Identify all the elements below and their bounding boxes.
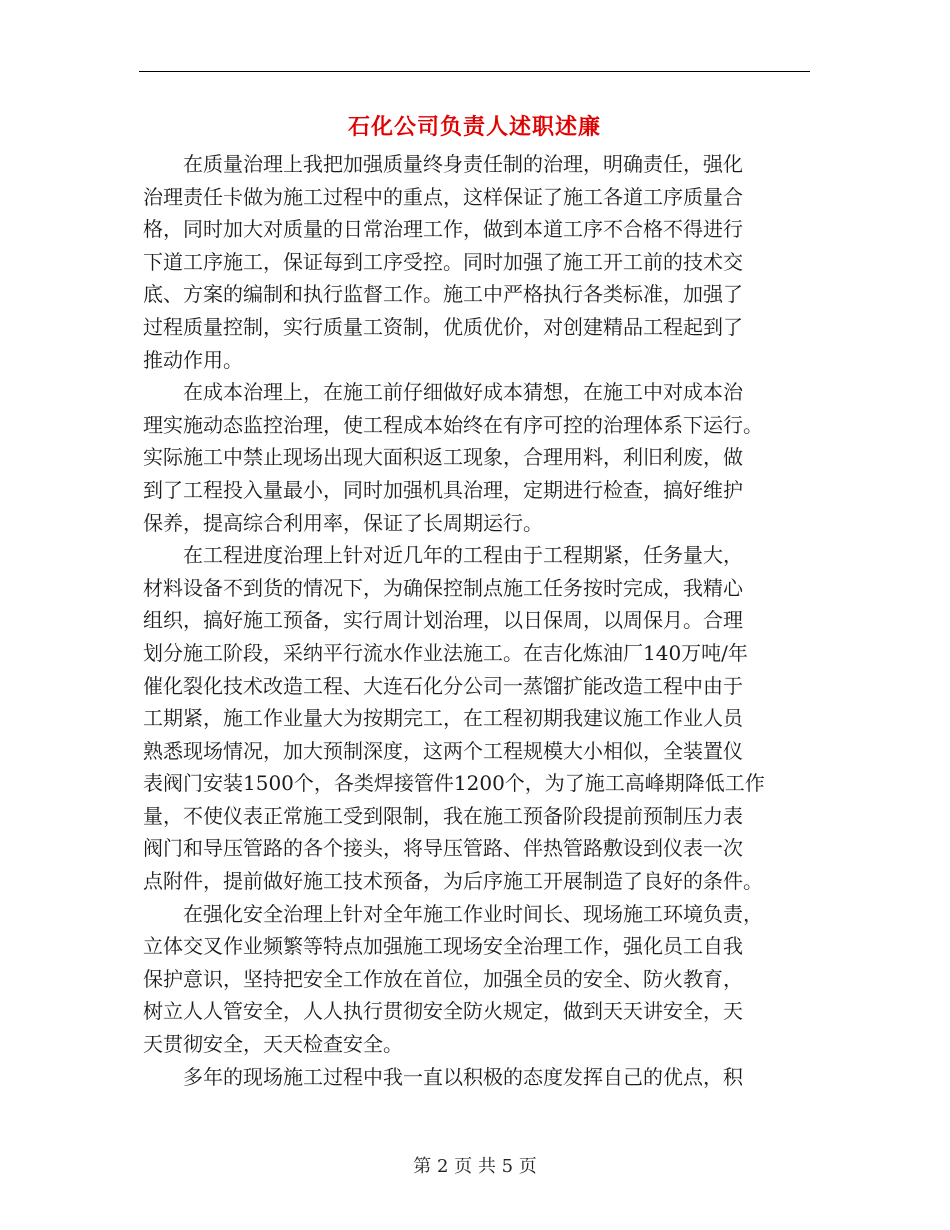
- text-line: 天贯彻安全，天天检查安全。: [143, 1032, 403, 1057]
- text-line: 保护意识，坚持把安全工作放在首位，加强全员的安全、防火教育，: [143, 966, 743, 991]
- text-line: 催化裂化技术改造工程、大连石化分公司一蒸馏扩能改造工程中由于: [143, 673, 743, 698]
- paragraph: [143, 148, 811, 376]
- text-line: 在质量治理上我把加强质量终身责任制的治理，明确责任，强化: [143, 152, 743, 176]
- text-line: 治理责任卡做为施工过程中的重点，这样保证了施工各道工序质量合: [143, 184, 743, 209]
- paragraph: [143, 376, 811, 539]
- paragraph: [143, 898, 811, 1061]
- text-line: 划分施工阶段，采纳平行流水作业法施工。在吉化炼油厂140万吨/年: [143, 640, 748, 665]
- text-line: 过程质量控制，实行质量工资制，优质优价，对创建精品工程起到了: [143, 314, 743, 339]
- text-line: 熟悉现场情况，加大预制深度，这两个工程规模大小相似，全装置仪: [143, 738, 743, 763]
- document-title: 石化公司负责人述职述廉: [347, 114, 601, 140]
- text-line: 保养，提高综合利用率，保证了长周期运行。: [143, 510, 543, 535]
- text-line: 阀门和导压管路的各个接头，将导压管路、伴热管路敷设到仪表一次: [143, 836, 743, 861]
- text-line: 在工程进度治理上针对近几年的工程由于工程期紧，任务量大，: [143, 543, 743, 568]
- document-body: [143, 148, 811, 1093]
- text-line: 下道工序施工，保证每到工序受控。同时加强了施工开工前的技术交: [143, 249, 743, 274]
- header-rule: [139, 71, 810, 72]
- text-line: 工期紧，施工作业量大为按期完工，在工程初期我建议施工作业人员: [143, 706, 743, 731]
- text-line: 实际施工中禁止现场出现大面积返工现象，合理用料，利旧利废，做: [143, 445, 743, 470]
- text-line: 在强化安全治理上针对全年施工作业时间长、现场施工环境负责，: [143, 901, 763, 926]
- paragraph: [143, 1061, 811, 1094]
- text-line: 推动作用。: [143, 347, 243, 372]
- text-line: 到了工程投入量最小，同时加强机具治理，定期进行检查，搞好维护: [143, 477, 743, 502]
- text-line: 点附件，提前做好施工技术预备，为后序施工开展制造了良好的条件。: [143, 869, 763, 894]
- text-line: 量，不使仪表正常施工受到限制，我在施工预备阶段提前预制压力表: [143, 803, 743, 828]
- text-line: 树立人人管安全，人人执行贯彻安全防火规定，做到天天讲安全，天: [143, 999, 743, 1024]
- text-line: 多年的现场施工过程中我一直以积极的态度发挥自己的优点，积: [143, 1064, 743, 1089]
- text-line: 立体交叉作业频繁等特点加强施工现场安全治理工作，强化员工自我: [143, 934, 743, 959]
- text-line: 表阀门安装1500个，各类焊接管件1200个，为了施工高峰期降低工作: [143, 771, 765, 796]
- page-footer: 第 2 页 共 5 页: [413, 1156, 537, 1177]
- text-line: 理实施动态监控治理，使工程成本始终在有序可控的治理体系下运行。: [143, 412, 763, 437]
- text-line: 底、方案的编制和执行监督工作。施工中严格执行各类标准，加强了: [143, 282, 743, 307]
- text-line: 材料设备不到货的情况下，为确保控制点施工任务按时完成，我精心: [143, 575, 743, 600]
- text-line: 在成本治理上，在施工前仔细做好成本猜想，在施工中对成本治: [143, 380, 743, 405]
- text-line: 组织，搞好施工预备，实行周计划治理，以日保周，以周保月。合理: [143, 608, 743, 633]
- paragraph: [143, 539, 811, 898]
- text-line: 格，同时加大对质量的日常治理工作，做到本道工序不合格不得进行: [143, 217, 743, 242]
